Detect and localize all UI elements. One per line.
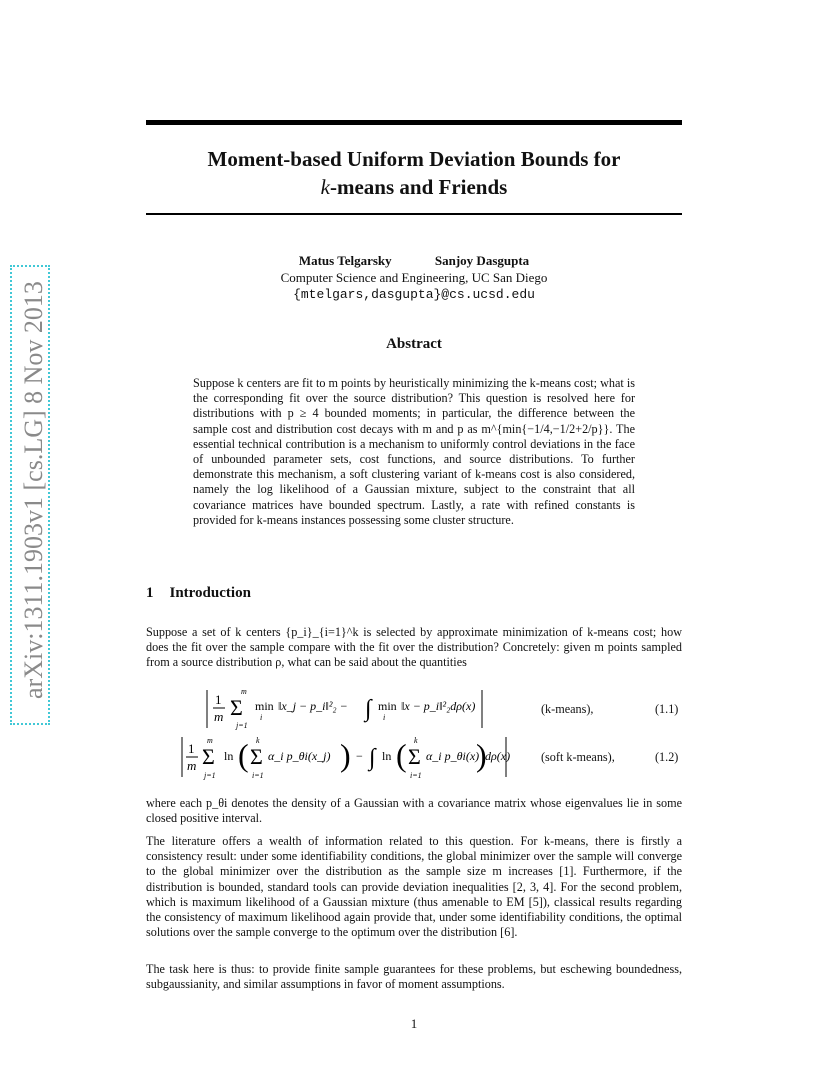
- equation-soft-kmeans-label: (soft k-means),: [541, 750, 615, 764]
- svg-text:Σ: Σ: [202, 744, 215, 769]
- svg-text:k: k: [414, 736, 418, 745]
- svg-text:1: 1: [215, 692, 222, 707]
- svg-text:i=1: i=1: [410, 771, 422, 780]
- svg-text:α_i p_θi(x): α_i p_θi(x): [426, 749, 480, 763]
- svg-text:j=1: j=1: [204, 771, 216, 780]
- svg-text:m: m: [207, 736, 213, 745]
- paper-title-line2: [146, 174, 682, 200]
- svg-text:−: −: [356, 749, 363, 763]
- svg-text:ln: ln: [224, 749, 234, 763]
- author-name-2: Sanjoy Dasgupta: [434, 253, 530, 268]
- equation-soft-kmeans: [180, 735, 520, 785]
- where-paragraph: where each p_θi denotes the density of a Gaussian with a covariance matrix whose eigenvalues lie in some closed positive interval.: [146, 796, 682, 826]
- svg-text:): ): [476, 737, 487, 773]
- equation-kmeans-graphic: [205, 688, 495, 732]
- abstract-text: Suppose k centers are fit to m points by heuristically minimizing the k-means cost; what is the corresponding fit over the source distribution? This question is resolved here for distributions with p ≥ 4 bounded moments; in particular, the difference between the sample cost and distribution cost decays with m and p as m^{min{−1/4,−1/2+2/p}}. The essential technical contribution is a mechanism to uniformly control deviations in the face of unbounded parameter sets, cost functions, and source distributions. To further demonstrate this mechanism, a soft clustering variant of k-means cost is also considered, namely the log likelihood of a Gaussian mixture, subject to the constraint that all covariance matrices have bounded spectrum. Lastly, a rate with refined constants is provided for k-means instances possessing some cluster structure.: [193, 376, 635, 527]
- section-title: Introduction: [169, 585, 251, 601]
- svg-text:‖x_j − p_i‖²₂ −: ‖x_j − p_i‖²₂ −: [278, 699, 348, 713]
- paper-title-line1: Moment-based Uniform Deviation Bounds for: [207, 147, 621, 171]
- author-block: [146, 252, 682, 303]
- svg-text:α_i p_θi(x_j): α_i p_θi(x_j): [268, 749, 331, 763]
- author-affiliation: Computer Science and Engineering, UC San Diego: [280, 270, 548, 285]
- svg-text:m: m: [187, 758, 197, 773]
- author-name-1: Matus Telgarsky: [298, 253, 392, 268]
- equation-kmeans-label: (k-means),: [541, 702, 594, 716]
- page-number: 1: [410, 1016, 418, 1031]
- svg-text:Σ: Σ: [408, 744, 421, 769]
- equation-kmeans: [205, 688, 495, 736]
- svg-text:min: min: [255, 699, 274, 713]
- svg-text:m: m: [241, 687, 247, 696]
- task-paragraph: The task here is thus: to provide finite sample guarantees for these problems, but eschewing boundedness, subgaussianity, and similar assumptions in favor of moment assumptions.: [146, 962, 682, 992]
- svg-text:m: m: [214, 709, 224, 724]
- svg-text:min: min: [378, 699, 397, 713]
- equation-kmeans-number: (1.1): [655, 702, 679, 716]
- svg-text:i: i: [260, 713, 263, 722]
- svg-text:j=1: j=1: [236, 721, 248, 730]
- svg-text:i=1: i=1: [252, 771, 264, 780]
- intro-paragraph: Suppose a set of k centers {p_i}_{i=1}^k is selected by approximate minimization of k-means cost; how does the fit over the sample compare with the fit over the distribution? Concretely: given m points sampled from a source distribution ρ, what can be said about the quantities: [146, 625, 682, 670]
- abstract-heading: Abstract: [386, 336, 442, 352]
- svg-text:(: (: [396, 737, 407, 773]
- svg-text:Σ: Σ: [230, 695, 243, 720]
- svg-text:‖x − p_i‖²₂dρ(x): ‖x − p_i‖²₂dρ(x): [401, 699, 476, 713]
- svg-text:∫: ∫: [369, 745, 376, 771]
- arxiv-stamp-text: arXiv:1311.1903v1 [cs.LG] 8 Nov 2013: [19, 281, 48, 699]
- section-heading: [146, 585, 251, 602]
- svg-text:dρ(x): dρ(x): [485, 749, 511, 763]
- author-names: [146, 252, 682, 269]
- author-email: {mtelgars,dasgupta}@cs.ucsd.edu: [293, 287, 535, 302]
- svg-text:ln: ln: [382, 749, 392, 763]
- svg-text:1: 1: [188, 741, 195, 756]
- arxiv-stamp: [10, 265, 50, 725]
- title-math-k: k: [320, 175, 330, 199]
- title-line2-text: -means and Friends: [329, 175, 508, 199]
- literature-paragraph: The literature offers a wealth of information related to this question. For k-means, there is firstly a consistency result: under some identifiability conditions, the global minimizer over the sample will converge to the global minimizer over the distribution as the sample size m increases [1]. Furthermore, if the distribution is bounded, standard tools can provide deviation inequalities [2, 3, 4]. For the second problem, which is maximum likelihood of a Gaussian mixture (thus amenable to EM [5]), classical results regarding the consistency of maximum likelihood again provide that, under some identifiability conditions, the optimal solutions over the sample converge to the optimum over the distribution [6].: [146, 834, 682, 940]
- svg-text:∫: ∫: [365, 696, 372, 722]
- svg-text:): ): [340, 737, 351, 773]
- svg-text:(: (: [238, 737, 249, 773]
- equation-soft-kmeans-number: (1.2): [655, 750, 679, 764]
- svg-text:Σ: Σ: [250, 744, 263, 769]
- title-rule-top: [146, 120, 682, 125]
- section-number: 1: [146, 585, 154, 601]
- svg-text:k: k: [256, 736, 260, 745]
- title-rule-bottom: [146, 213, 682, 215]
- equation-soft-kmeans-graphic: [180, 735, 520, 781]
- svg-text:i: i: [383, 713, 386, 722]
